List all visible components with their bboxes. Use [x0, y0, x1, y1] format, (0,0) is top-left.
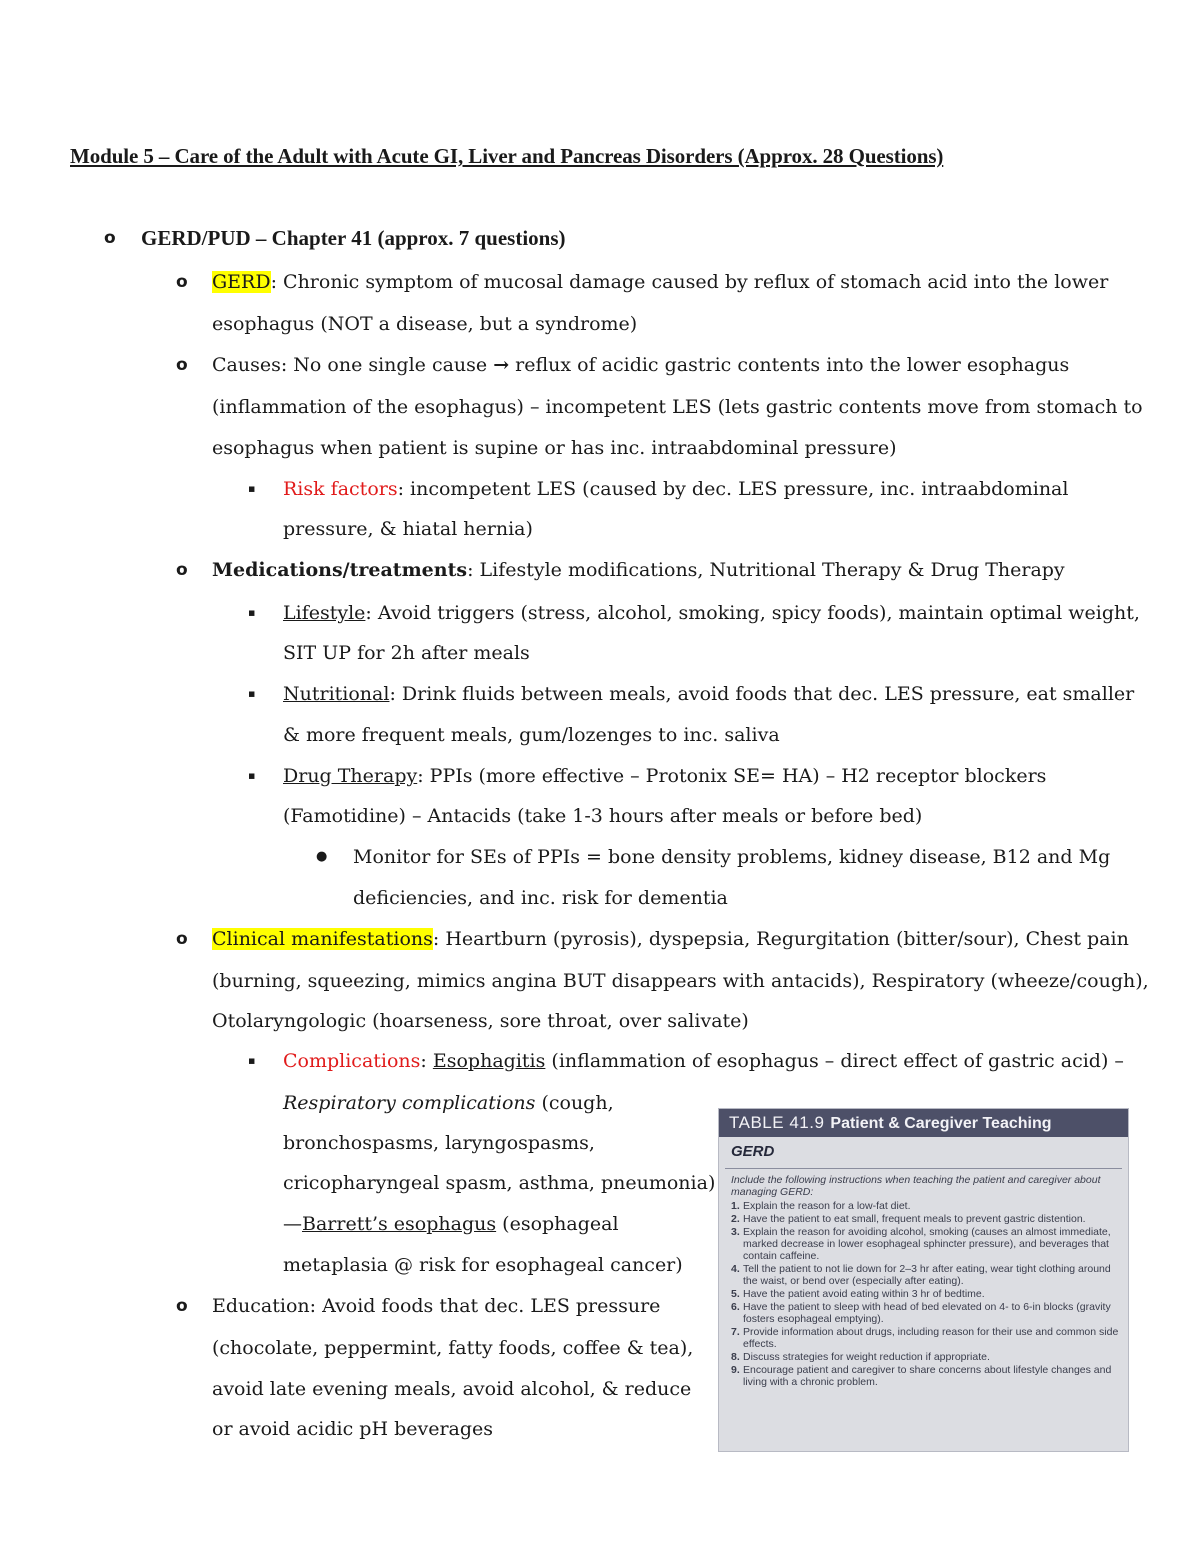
table-item-number: 5.	[731, 1288, 740, 1300]
right-arrow-icon: →	[493, 354, 510, 376]
causes-line: Causes: No one single cause → reflux of acidic gastric contents into the lower esophagus	[212, 354, 1070, 376]
table-item-number: 9.	[731, 1364, 740, 1376]
table-item-text: Discuss strategies for weight reduction if appropriate.	[743, 1351, 990, 1363]
circle-bullet-icon: o	[176, 929, 188, 949]
lifestyle-line-cont: SIT UP for 2h after meals	[283, 642, 530, 664]
square-bullet-icon: ▪	[248, 769, 256, 782]
table-list-item	[731, 1364, 1120, 1388]
gerd-term: GERD	[212, 271, 271, 293]
table-item-text: Have the patient to sleep with head of bed elevated on 4- to 6-in blocks (gravity fosters esophageal emptying).	[743, 1301, 1111, 1325]
lifestyle-term: Lifestyle	[283, 602, 366, 624]
risk-factors: Risk factors: incompetent LES (caused by dec. LES pressure, inc. intraabdominal	[283, 478, 1069, 500]
table-list-item	[731, 1288, 1120, 1300]
causes-line-cont: esophagus when patient is supine or has inc. intraabdominal pressure)	[212, 437, 897, 459]
circle-bullet-icon: o	[176, 355, 188, 375]
causes-line-cont: (inflammation of the esophagus) – incompetent LES (lets gastric contents move from stomach to	[212, 396, 1143, 418]
complications-line-cont: Respiratory complications (cough,	[283, 1092, 614, 1114]
table-list-item	[731, 1301, 1120, 1325]
medications-line: Medications/treatments: Lifestyle modifications, Nutritional Therapy & Drug Therapy	[212, 559, 1065, 581]
table-header	[719, 1109, 1128, 1137]
table-subtitle: GERD	[731, 1143, 775, 1160]
table-item-number: 1.	[731, 1200, 740, 1212]
table-item-text: Tell the patient to not lie down for 2–3 hr after eating, wear tight clothing around the waist, or bend over (especially after eating).	[743, 1263, 1111, 1287]
table-item-text: Explain the reason for a low-fat diet.	[743, 1200, 911, 1212]
table-item-text: Provide information about drugs, including reason for their use and common side effects.	[743, 1326, 1119, 1350]
table-item-text: Have the patient to eat small, frequent meals to prevent gastric distention.	[743, 1213, 1086, 1225]
table-list-item	[731, 1263, 1120, 1287]
gerd-definition-cont: esophagus (NOT a disease, but a syndrome)	[212, 313, 638, 335]
table-item-number: 2.	[731, 1213, 740, 1225]
table-item-text: Encourage patient and caregiver to share concerns about lifestyle changes and living with a chronic problem.	[743, 1364, 1112, 1388]
circle-bullet-icon: o	[176, 272, 188, 292]
square-bullet-icon: ▪	[248, 482, 256, 495]
complications-term: Complications	[283, 1050, 421, 1072]
circle-bullet-icon: o	[104, 228, 116, 248]
table-list-item	[731, 1226, 1120, 1262]
square-bullet-icon: ▪	[248, 687, 256, 700]
table-item-number: 6.	[731, 1301, 740, 1313]
square-bullet-icon: ▪	[248, 1054, 256, 1067]
table-list-item	[731, 1200, 1120, 1212]
monitor-line-cont: deficiencies, and inc. risk for dementia	[353, 887, 728, 909]
table-list	[719, 1200, 1128, 1388]
monitor-line: Monitor for SEs of PPIs = bone density problems, kidney disease, B12 and Mg	[353, 846, 1111, 868]
gerd-teaching-table-image	[718, 1108, 1129, 1452]
education-line: Education: Avoid foods that dec. LES pressure	[212, 1295, 661, 1317]
table-list-item	[731, 1213, 1120, 1225]
square-bullet-icon: ▪	[248, 606, 256, 619]
table-list-item	[731, 1326, 1120, 1350]
risk-factors-cont: pressure, & hiatal hernia)	[283, 518, 533, 540]
medications-term: Medications/treatments	[212, 559, 468, 581]
complications-line-cont: cricopharyngeal spasm, asthma, pneumonia)	[283, 1172, 716, 1194]
complications-line: Complications: Esophagitis (inflammation of esophagus – direct effect of gastric acid) –	[283, 1050, 1124, 1072]
lifestyle-line: Lifestyle: Avoid triggers (stress, alcohol, smoking, spicy foods), maintain optimal weight,	[283, 602, 1140, 624]
nutritional-term: Nutritional	[283, 683, 390, 705]
nutritional-line-cont: & more frequent meals, gum/lozenges to inc. saliva	[283, 724, 780, 746]
risk-factors-term: Risk factors	[283, 478, 398, 500]
drug-therapy-line: Drug Therapy: PPIs (more effective – Protonix SE= HA) – H2 receptor blockers	[283, 765, 1047, 787]
drug-therapy-term: Drug Therapy	[283, 765, 418, 787]
clinical-term: Clinical manifestations	[212, 928, 433, 950]
circle-bullet-icon: o	[176, 560, 188, 580]
complications-line-cont: bronchospasms, laryngospasms,	[283, 1132, 595, 1154]
table-item-text: Explain the reason for avoiding alcohol, smoking (causes an almost immediate, marked decrease in lower esophageal sphincter pressure), and beverages that contain caffeine.	[743, 1226, 1111, 1262]
table-divider	[725, 1168, 1122, 1169]
table-item-text: Have the patient avoid eating within 3 hr of bedtime.	[743, 1288, 985, 1300]
clinical-line-cont: Otolaryngologic (hoarseness, sore throat, over salivate)	[212, 1010, 749, 1032]
complications-line-cont: —Barrett’s esophagus (esophageal	[283, 1213, 619, 1235]
gerd-definition: GERD: Chronic symptom of mucosal damage caused by reflux of stomach acid into the lower	[212, 271, 1109, 293]
clinical-line-cont: (burning, squeezing, mimics angina BUT disappears with antacids), Respiratory (wheeze/cough),	[212, 970, 1149, 992]
table-item-number: 3.	[731, 1226, 740, 1238]
education-line-cont: avoid late evening meals, avoid alcohol, & reduce	[212, 1378, 692, 1400]
education-line-cont: (chocolate, peppermint, fatty foods, coffee & tea),	[212, 1337, 694, 1359]
table-intro: Include the following instructions when teaching the patient and caregiver about managing GERD:	[731, 1174, 1101, 1198]
complications-line-cont: metaplasia @ risk for esophageal cancer)	[283, 1254, 683, 1276]
page-title: Module 5 – Care of the Adult with Acute GI, Liver and Pancreas Disorders (Approx. 28 Questions)	[70, 144, 944, 168]
section-heading: GERD/PUD – Chapter 41 (approx. 7 questions)	[141, 226, 566, 250]
table-title: Patient & Caregiver Teaching	[830, 1115, 1052, 1132]
education-line-cont: or avoid acidic pH beverages	[212, 1418, 494, 1440]
table-list-item	[731, 1351, 1120, 1363]
table-item-number: 7.	[731, 1326, 740, 1338]
clinical-line: Clinical manifestations: Heartburn (pyrosis), dyspepsia, Regurgitation (bitter/sour), Chest pain	[212, 928, 1129, 950]
drug-therapy-line-cont: (Famotidine) – Antacids (take 1-3 hours after meals or before bed)	[283, 805, 923, 827]
dot-bullet-icon: ●	[316, 849, 328, 864]
table-item-number: 8.	[731, 1351, 740, 1363]
table-item-number: 4.	[731, 1263, 740, 1275]
table-number: TABLE 41.9	[729, 1113, 825, 1132]
nutritional-line: Nutritional: Drink fluids between meals, avoid foods that dec. LES pressure, eat smaller	[283, 683, 1135, 705]
circle-bullet-icon: o	[176, 1296, 188, 1316]
